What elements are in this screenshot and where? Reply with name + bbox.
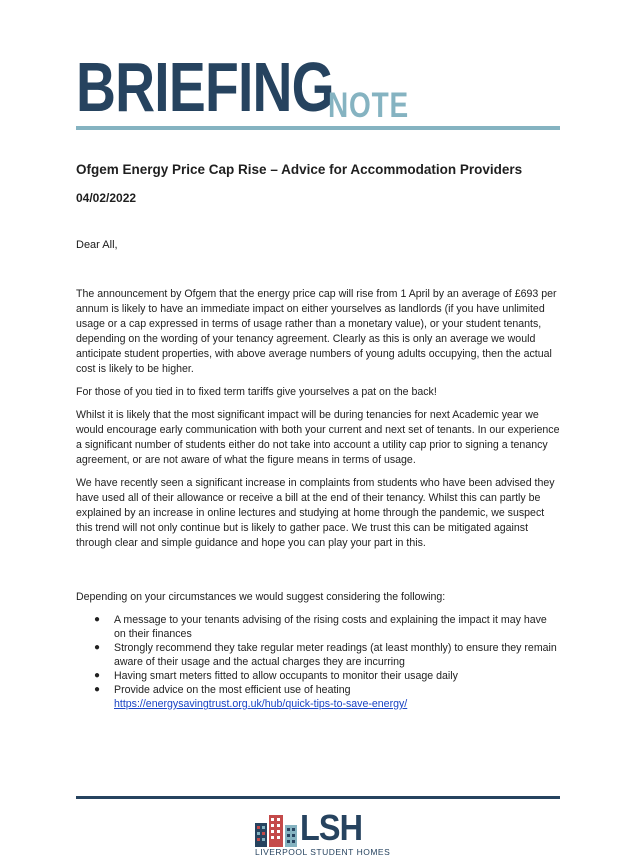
suggestion-list [76, 613, 561, 711]
list-item: ● Having smart meters fitted to allow occupants to monitor their usage daily [94, 670, 458, 682]
list-item: ● A message to your tenants advising of the rising costs and explaining the impact it may have on their finances [94, 614, 547, 640]
list-item: ● Strongly recommend they take regular meter readings (at least monthly) to ensure they remain aware of their usage and the actual charges they are incurring [94, 642, 557, 668]
bullet-icon: ● [94, 614, 101, 625]
energy-saving-link[interactable]: https://energysavingtrust.org.uk/hub/quick-tips-to-save-energy/ [114, 698, 408, 710]
paragraph: The announcement by Ofgem that the energy price cap will rise from 1 April by an average of £693 per annum is likely to have an immediate impact on either yourselves as landlords (if you have unlimited usage or a cap expressed in terms of usage rather than a monetary value), or your student tenants, depending on the wording of your tenancy agreement. Clearly as this is only an average we would anticipate student properties, with above average numbers of young adults occupying, then the actual cost is likely to be higher. [76, 288, 557, 375]
salutation: Dear All, [76, 239, 118, 251]
lsh-logo [250, 809, 390, 861]
document-date: 04/02/2022 [76, 191, 137, 205]
body-paragraphs [76, 287, 561, 559]
suggestion-intro: Depending on your circumstances we would suggest considering the following: [76, 591, 446, 603]
bullet-icon: ● [94, 670, 101, 681]
logo-subtitle: LIVERPOOL STUDENT HOMES [255, 847, 391, 857]
bullet-icon: ● [94, 684, 101, 695]
briefing-note-header [76, 48, 560, 132]
logo-wordmark: LSH [300, 807, 363, 848]
header-word-briefing: BRIEFING [76, 48, 334, 126]
header-rule [76, 126, 560, 130]
document-title: Ofgem Energy Price Cap Rise – Advice for Accommodation Providers [76, 162, 523, 177]
bullet-icon: ● [94, 642, 101, 653]
footer-rule [76, 796, 560, 799]
paragraph: For those of you tied in to fixed term tariffs give yourselves a pat on the back! [76, 386, 437, 398]
list-item: ● Provide advice on the most efficient use of heating https://energysavingtrust.org.uk/hub/quick-tips-to-save-energy/ [94, 684, 408, 710]
paragraph: We have recently seen a significant increase in complaints from students who have been advised they have used all of their allowance or receive a bill at the end of their tenancy. Whilst this can partly be explained by an increase in online lectures and studying at home through the pandemic, we suspect this trend will not only continue but is likely to gather pace. We trust this can be mitigated against through clear and simple guidance and hope you can play your part in this. [76, 477, 555, 549]
paragraph: Whilst it is likely that the most significant impact will be during tenancies for next Academic year we would encourage early communication with both your current and next set of tenants. In our experience a significant number of students either do not take into account a utility cap prior to signing a tenancy agreement, or are not aware of what the figure means in terms of usage. [76, 409, 560, 466]
buildings-icon [254, 813, 298, 847]
header-word-note: NOTE [328, 86, 409, 125]
